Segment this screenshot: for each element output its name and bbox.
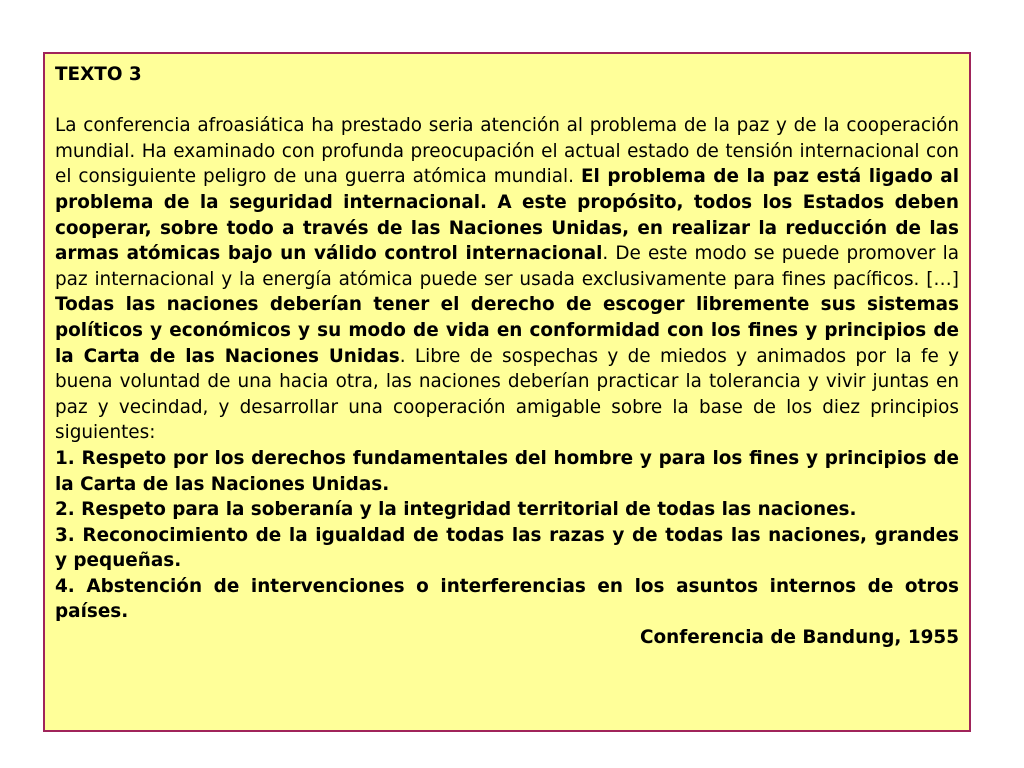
spacer xyxy=(55,88,959,114)
principle-item-3: 3. Reconocimiento de la igualdad de todas las razas y de todas las naciones, grandes y pequeñas. xyxy=(55,524,959,572)
paragraph-part-1: La conferencia afroasiática ha prestado seria atención al problema de la paz y de la cooperación mundial. Ha examinado con profunda preocupación el actual estado de tensión internacional con el consiguiente peligro de una guerra atómica mundial. xyxy=(55,115,959,188)
text-box xyxy=(43,52,971,732)
principle-item-2: 2. Respeto para la soberanía y la integridad territorial de todas las naciones. xyxy=(55,499,857,521)
principle-item-1: 1. Respeto por los derechos fundamentales del hombre y para los fines y principios de la Carta de las Naciones Unidas. xyxy=(55,447,959,495)
source-citation: Conferencia de Bandung, 1955 xyxy=(640,627,959,649)
main-paragraph xyxy=(55,113,959,446)
text-title: TEXTO 3 xyxy=(55,64,142,85)
paragraph-part-2: . De este modo se puede promover la paz internacional y la energía atómica puede ser usada exclusivamente para fines pacíficos. […] xyxy=(55,243,959,290)
principle-item-4: 4. Abstención de intervenciones o interferencias en los asuntos internos de otros países. xyxy=(55,575,959,623)
paragraph-bold-1: El problema de la paz está ligado al problema de la seguridad internacional. A este propósito, todos los Estados deben cooperar, sobre todo a través de las Naciones Unidas, en realizar la reducción de las armas atómicas bajo un válido control internacional xyxy=(55,166,959,265)
paragraph-bold-2: Todas las naciones deberían tener el derecho de escoger libremente sus sistemas políticos y económicos y su modo de vida en conformidad con los fines y principios de la Carta de las Naciones Unidas xyxy=(55,294,959,367)
paragraph-part-3: . Libre de sospechas y de miedos y animados por la fe y buena voluntad de una hacia otra, las naciones deberían practicar la tolerancia y vivir juntas en paz y vecindad, y desarrollar una cooperación amigable sobre la base de los diez principios siguientes: xyxy=(55,345,959,444)
